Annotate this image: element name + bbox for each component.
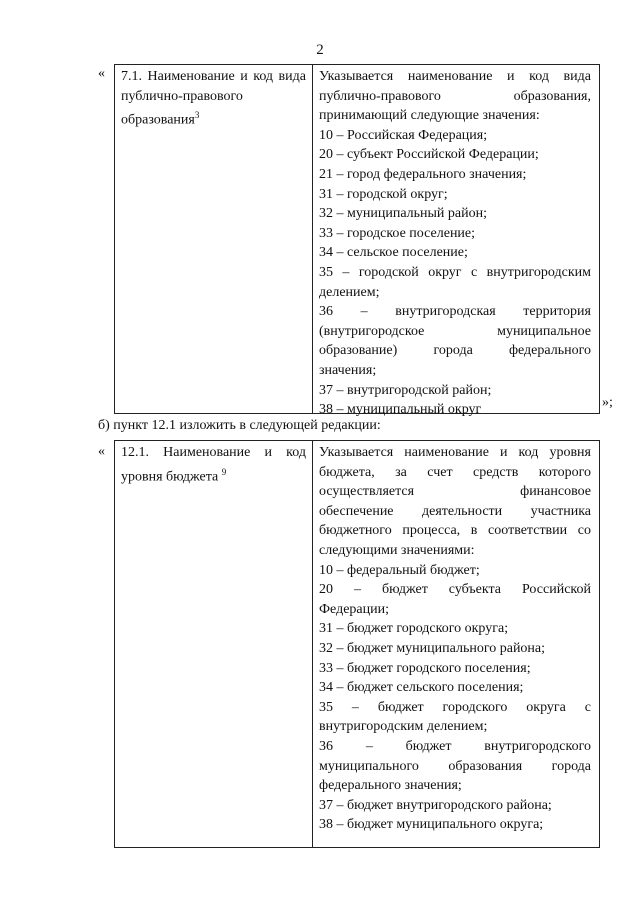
item-12-1-title	[115, 441, 313, 847]
code-line: 36 – бюджет внутригородского	[319, 738, 591, 754]
description-line: Указывается наименование и код вида	[319, 69, 591, 84]
description-line: бюджета, за счет средств которого	[319, 464, 591, 480]
description-line: Указывается наименование и код уровня	[319, 445, 591, 460]
item-7-1-description	[313, 65, 599, 418]
code-line: 36 – внутригородская территория	[319, 304, 591, 320]
table-item-7-1	[114, 64, 600, 418]
title-line: 7.1. Наименование и код вида	[121, 69, 306, 84]
code-line: 20 – бюджет субъекта Российской	[319, 582, 591, 598]
item-7-1-title	[115, 65, 313, 413]
code-line: 35 – бюджет городского округа с	[319, 699, 591, 715]
code-line: Федерации;	[319, 601, 390, 617]
title-line: образования$^3$	[121, 110, 200, 128]
code-line: образование) города федерального	[319, 343, 591, 359]
code-line: муниципального образования города	[319, 758, 591, 774]
description-line: публично-правового образования,	[319, 88, 591, 104]
code-line: делением;	[319, 284, 380, 300]
page-number: 2	[316, 42, 324, 58]
code-line: 10 – Российская Федерация;	[319, 127, 488, 143]
opening-quote: «	[98, 66, 105, 81]
code-line: 37 – бюджет внутригородского района;	[319, 797, 552, 813]
title-line: публично-правового	[121, 88, 243, 104]
code-line: 33 – бюджет городского поселения;	[319, 660, 531, 676]
code-line: 33 – городское поселение;	[319, 225, 476, 241]
description-line: следующими значениями:	[319, 542, 475, 558]
code-line: внутригородским делением;	[319, 719, 488, 735]
code-line: (внутригородское муниципальное	[319, 323, 591, 339]
code-line: 35 – городской округ с внутригородским	[319, 264, 591, 280]
footnote-mark: 3	[194, 110, 200, 121]
code-line: 31 – бюджет городского округа;	[319, 621, 509, 637]
footnote-mark: 9	[221, 466, 227, 477]
title-line: 12.1. Наименование и код	[121, 445, 306, 460]
opening-quote: «	[98, 444, 105, 459]
item-12-1-description	[313, 441, 599, 847]
table-item-12-1	[114, 440, 600, 848]
code-line: 38 – муниципальный округ	[319, 402, 482, 418]
description-line: обеспечение деятельности участника	[319, 503, 591, 519]
code-line: значения;	[319, 362, 377, 378]
code-line: 34 – сельское поселение;	[319, 245, 468, 261]
code-line: 38 – бюджет муниципального округа;	[319, 817, 544, 833]
code-line: федерального значения;	[319, 778, 462, 794]
closing-quote: »;	[602, 395, 613, 410]
code-line: 10 – федеральный бюджет;	[319, 562, 480, 578]
code-line: 31 – городской округ;	[319, 186, 448, 202]
code-line: 21 – город федерального значения;	[319, 166, 527, 182]
amendment-note: б) пункт 12.1 изложить в следующей редакции:	[98, 418, 381, 433]
title-line: уровня бюджета $^9$	[121, 466, 227, 485]
code-line: 37 – внутригородской район;	[319, 382, 492, 398]
code-line: 32 – бюджет муниципального района;	[319, 640, 546, 656]
description-line: принимающий следующие значения:	[319, 108, 540, 124]
code-line: 34 – бюджет сельского поселения;	[319, 680, 524, 696]
code-line: 20 – субъект Российской Федерации;	[319, 147, 539, 163]
description-line: бюджетного процесса, в соответствии со	[319, 523, 591, 539]
description-line: осуществляется финансовое	[319, 484, 591, 500]
code-line: 32 – муниципальный район;	[319, 206, 488, 222]
